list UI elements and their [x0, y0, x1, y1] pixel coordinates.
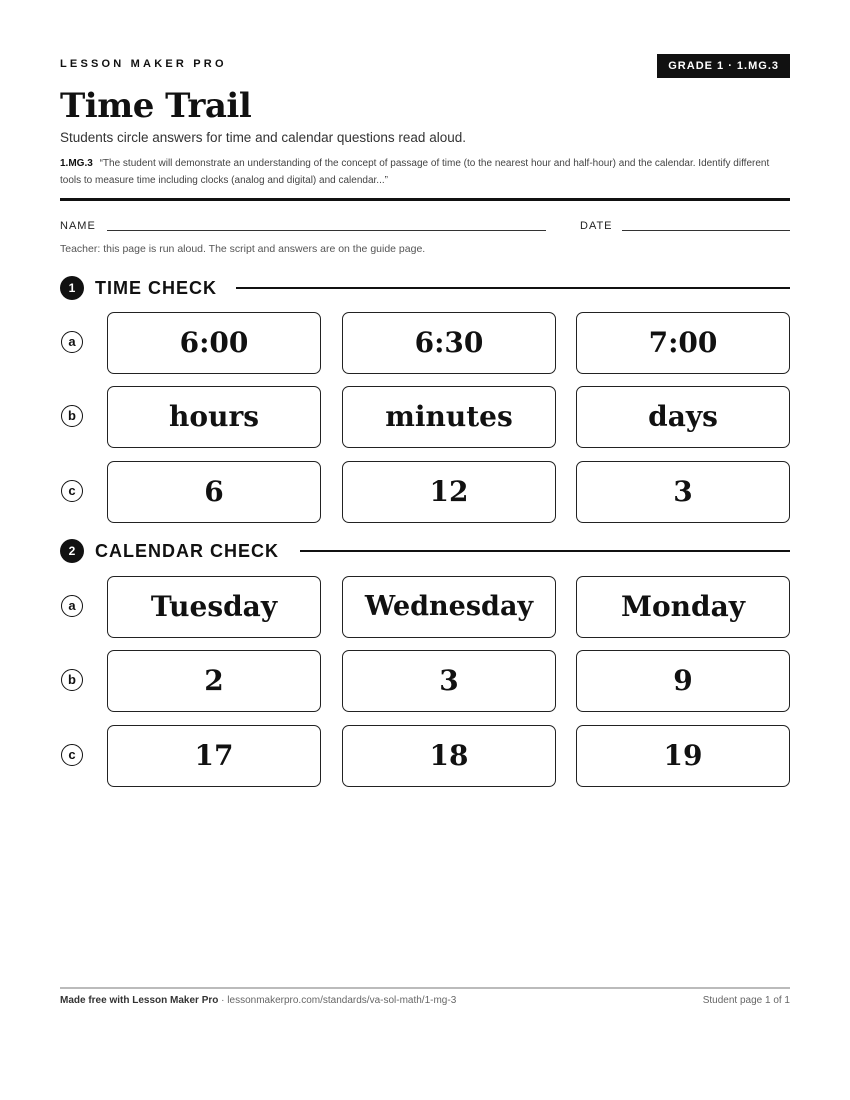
answer-choice[interactable]: Monday	[576, 576, 790, 638]
section-calendar-check	[60, 539, 790, 563]
question-letter: b	[61, 405, 83, 427]
answer-choice[interactable]: Wednesday	[342, 576, 556, 638]
answer-choice[interactable]: 6:30	[342, 312, 556, 374]
section-number-badge: 1	[60, 276, 84, 300]
answer-choice[interactable]: 3	[576, 461, 790, 523]
date-field[interactable]	[622, 230, 790, 231]
answer-choice[interactable]: 19	[576, 725, 790, 787]
grade-badge: GRADE 1 · 1.MG.3	[657, 54, 790, 78]
worksheet-page	[60, 0, 790, 1100]
footer-separator: ·	[218, 995, 228, 1006]
question-letter: c	[61, 744, 83, 766]
footer-url[interactable]: lessonmakerpro.com/standards/va-sol-math/1-mg-3	[227, 995, 457, 1006]
answer-choice[interactable]: 3	[342, 650, 556, 712]
teacher-note: Teacher: this page is run aloud. The script and answers are on the guide page.	[60, 243, 426, 255]
section-number-badge: 2	[60, 539, 84, 563]
answer-choice[interactable]: 6:00	[107, 312, 321, 374]
answer-choice[interactable]: 7:00	[576, 312, 790, 374]
name-label: NAME	[60, 220, 96, 232]
footer-divider	[60, 987, 790, 989]
question-letter: a	[61, 331, 83, 353]
standard-text: “The student will demonstrate an understanding of the concept of passage of time (to the nearest hour and half-hour) and the calendar. Identify different tools to measure time including clocks (analog and digital) and calendar...”	[60, 158, 770, 186]
question-row	[60, 725, 790, 787]
header-divider	[60, 198, 790, 201]
answer-choice[interactable]: Tuesday	[107, 576, 321, 638]
brand-name: LESSON MAKER PRO	[60, 58, 227, 70]
footer-made-with: Made free with Lesson Maker Pro	[60, 995, 219, 1006]
section-divider	[300, 550, 790, 552]
question-row	[60, 312, 790, 374]
name-field[interactable]	[107, 230, 546, 231]
page-subtitle: Students circle answers for time and calendar questions read aloud.	[60, 130, 466, 145]
answer-choice[interactable]: 2	[107, 650, 321, 712]
question-letter: a	[61, 595, 83, 617]
question-row	[60, 386, 790, 448]
question-letter: b	[61, 669, 83, 691]
standard-code: 1.MG.3	[60, 158, 93, 169]
question-row	[60, 461, 790, 523]
standard-description	[60, 155, 790, 189]
answer-choice[interactable]: minutes	[342, 386, 556, 448]
answer-choice[interactable]: days	[576, 386, 790, 448]
section-title: TIME CHECK	[95, 278, 217, 298]
section-time-check	[60, 276, 790, 300]
answer-choice[interactable]: 9	[576, 650, 790, 712]
date-label: DATE	[580, 220, 613, 232]
answer-choice[interactable]: hours	[107, 386, 321, 448]
footer-page-label: Student page 1 of 1	[702, 995, 790, 1006]
question-row	[60, 650, 790, 712]
question-letter: c	[61, 480, 83, 502]
section-title: CALENDAR CHECK	[95, 541, 279, 561]
answer-choice[interactable]: 12	[342, 461, 556, 523]
answer-choice[interactable]: 18	[342, 725, 556, 787]
answer-choice[interactable]: 17	[107, 725, 321, 787]
answer-choice[interactable]: 6	[107, 461, 321, 523]
footer-credit	[60, 995, 456, 1006]
section-divider	[236, 287, 790, 289]
question-row	[60, 576, 790, 638]
page-title: Time Trail	[60, 86, 252, 126]
